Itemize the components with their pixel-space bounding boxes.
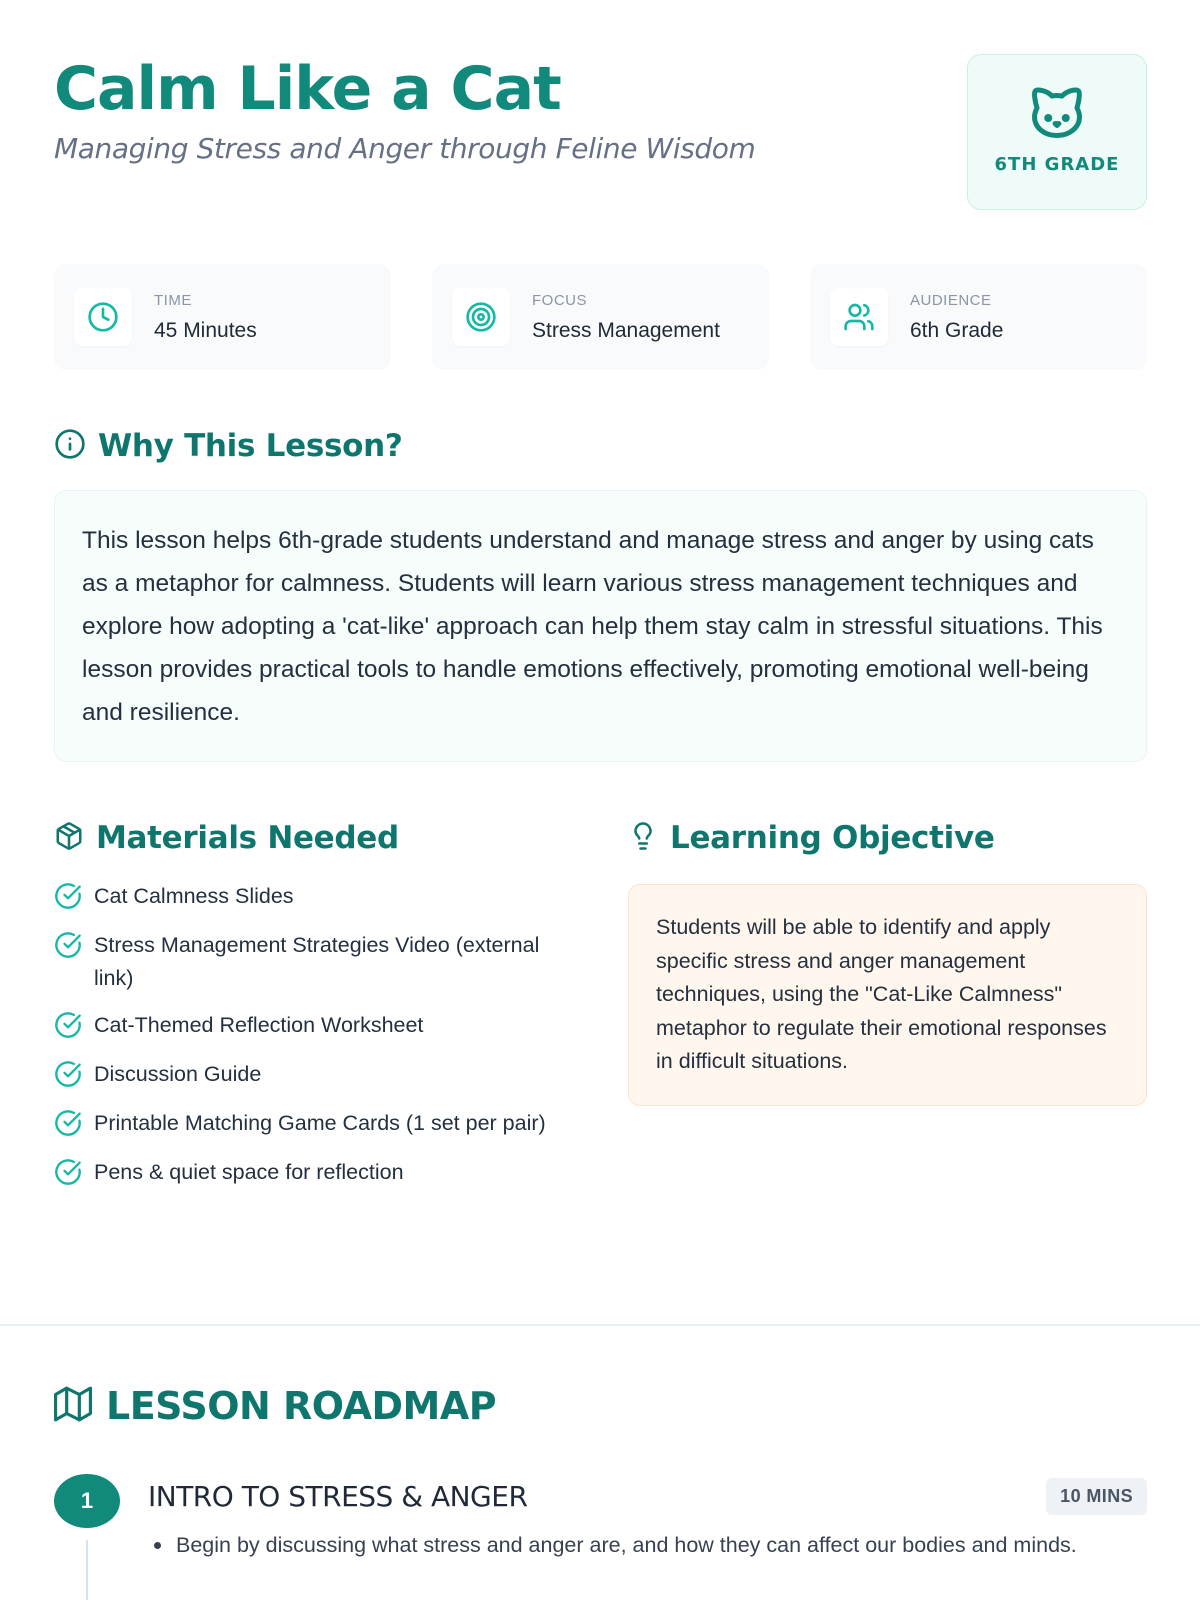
list-item <box>54 929 574 995</box>
material-text: Cat-Themed Reflection Worksheet <box>94 1013 424 1037</box>
grade-badge <box>967 54 1147 210</box>
clock-icon <box>74 288 132 346</box>
materials-title: Materials Needed <box>96 820 399 856</box>
stat-value: Stress Management <box>532 318 720 342</box>
check-circle-icon <box>54 1011 82 1044</box>
objective-body: Students will be able to identify and apply specific stress and anger management techniques, using the "Cat-Like Calmness" metaphor to regulate their emotional responses in difficult situations. <box>656 915 1107 1073</box>
roadmap-heading <box>54 1384 496 1428</box>
step-bullets <box>148 1526 1138 1564</box>
page-title: Calm Like a Cat <box>54 54 561 124</box>
list-item <box>54 1058 574 1093</box>
check-circle-icon <box>54 931 82 964</box>
list-item <box>54 1156 574 1191</box>
check-circle-icon <box>54 1158 82 1191</box>
list-item <box>54 1009 574 1044</box>
why-body: This lesson helps 6th-grade students understand and manage stress and anger by using cats as a metaphor for calmness. Students will learn various stress management techniques and explore how adopting a 'cat-like' approach can help them stay calm in stressful situations. This lesson provides practical tools to handle emotions effectively, promoting emotional well-being and resilience. <box>82 527 1103 726</box>
roadmap-title: LESSON ROADMAP <box>106 1384 497 1428</box>
page-subtitle: Managing Stress and Anger through Feline Wisdom <box>54 132 756 165</box>
stat-label: AUDIENCE <box>910 291 992 309</box>
material-text: Stress Management Strategies Video (external link) <box>94 933 540 990</box>
stat-label: TIME <box>154 291 192 309</box>
list-item: Begin by discussing what stress and anger are, and how they can affect our bodies and minds. <box>148 1526 1138 1564</box>
users-icon <box>830 288 888 346</box>
materials-list <box>54 880 574 1205</box>
stat-time <box>54 264 391 370</box>
stat-value: 45 Minutes <box>154 318 257 342</box>
material-text: Printable Matching Game Cards (1 set per pair) <box>94 1111 546 1135</box>
objective-title: Learning Objective <box>670 820 995 856</box>
stat-label: FOCUS <box>532 291 587 309</box>
lesson-stats <box>54 264 1147 370</box>
cat-icon <box>968 83 1146 148</box>
check-circle-icon <box>54 1109 82 1142</box>
check-circle-icon <box>54 882 82 915</box>
step-number: 1 <box>54 1474 120 1528</box>
why-heading <box>54 428 403 464</box>
materials-heading <box>54 820 399 856</box>
package-icon <box>54 821 84 855</box>
why-title: Why This Lesson? <box>98 428 403 464</box>
info-icon <box>54 428 86 464</box>
stat-audience <box>810 264 1147 370</box>
section-divider <box>0 1324 1200 1326</box>
step-connector <box>86 1540 88 1600</box>
why-card <box>54 490 1147 762</box>
objective-card <box>628 884 1147 1106</box>
step-title: INTRO TO STRESS & ANGER <box>148 1480 528 1513</box>
lesson-header <box>54 52 1147 212</box>
target-icon <box>452 288 510 346</box>
material-text: Pens & quiet space for reflection <box>94 1160 404 1184</box>
material-text: Discussion Guide <box>94 1062 262 1086</box>
list-item <box>54 880 574 915</box>
step-duration-badge: 10 MINS <box>1046 1478 1147 1515</box>
stat-focus <box>432 264 769 370</box>
check-circle-icon <box>54 1060 82 1093</box>
objective-heading <box>628 820 995 856</box>
map-icon <box>54 1385 92 1427</box>
lightbulb-icon <box>628 821 658 855</box>
list-item <box>54 1107 574 1142</box>
material-text: Cat Calmness Slides <box>94 884 294 908</box>
grade-badge-label: 6TH GRADE <box>994 154 1120 175</box>
stat-value: 6th Grade <box>910 318 1004 342</box>
